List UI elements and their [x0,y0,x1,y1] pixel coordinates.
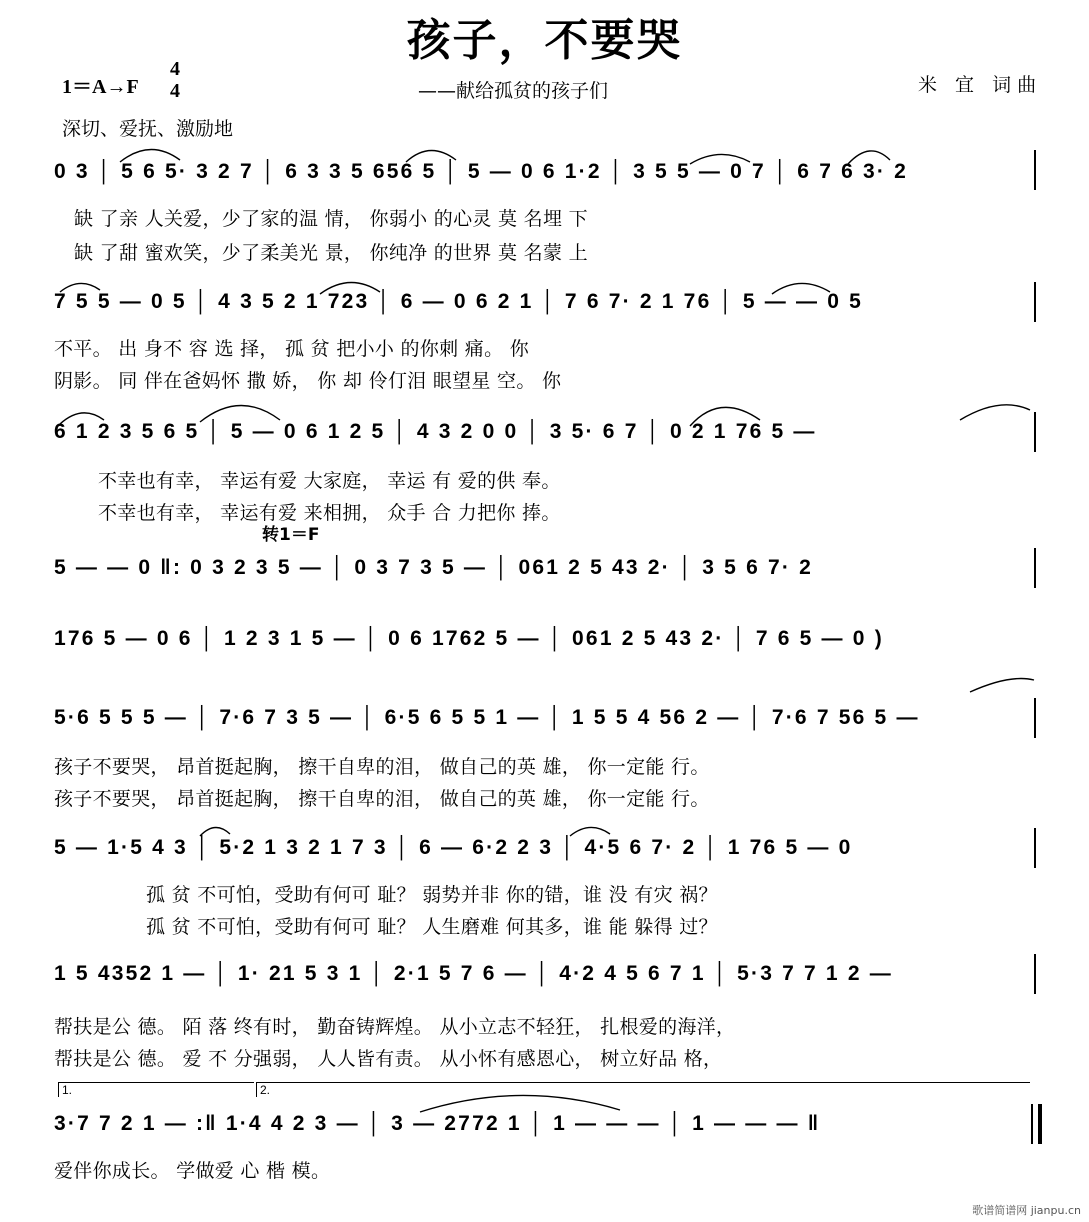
barline-end-7 [1034,828,1036,868]
notation-line-6: 5·6 5 5 5 — │ 7·6 7 3 5 — │ 6·5 6 5 5 1 — │ 1 5 5 4 56 2 — │ 7·6 7 56 5 — [54,706,920,729]
lyric-line-9: 爱伴你成长。 学做爱 心 楷 模。 [54,1160,331,1182]
time-signature [170,58,180,102]
notation-line-9: 3·7 7 2 1 — :‖ 1·4 4 2 3 — │ 3 — 2772 1 │ 1 — — — │ 1 — — — ‖ [54,1112,821,1135]
barline-end-8 [1034,954,1036,994]
notation-line-8: 1 5 4352 1 — │ 1· 21 5 3 1 │ 2·1 5 7 6 — │ 4·2 4 5 6 7 1 │ 5·3 7 7 1 2 — [54,962,893,985]
song-title: 孩子，不要哭 [406,15,683,66]
time-signature-top: 4 [170,58,180,80]
lyric-line-6b: 孩子不要哭， 昂首挺起胸， 擦干自卑的泪， 做自己的英 雄， 你一定能 行。 [54,788,710,810]
notation-line-2: 7 5 5 — 0 5 │ 4 3 5 2 1 723 │ 6 — 0 6 2 1 │ 7 6 7· 2 1 76 │ 5 — — 0 5 [54,290,864,313]
notation-line-5: 176 5 — 0 6 │ 1 2 3 1 5 — │ 0 6 1762 5 — │ 061 2 5 43 2· │ 7 6 5 — 0 ) [54,627,884,650]
notation-line-4: 5 — — 0 ‖: 0 3 2 3 5 — │ 0 3 7 3 5 — │ 061 2 5 43 2· │ 3 5 6 7· 2 [54,556,813,579]
lyric-line-7b: 孤 贫 不可怕，受助有何可 耻？ 人生磨难 何其多，谁 能 躲得 过？ [146,916,718,938]
volta-first-ending: 1. [58,1082,254,1097]
lyric-line-3a: 不幸也有幸， 幸运有爱 大家庭， 幸运 有 爱的供 奉。 [98,470,561,492]
final-barline-thin [1031,1104,1033,1144]
time-signature-bottom: 4 [170,80,180,102]
notation-line-3: 6 1 2 3 5 6 5 │ 5 — 0 6 1 2 5 │ 4 3 2 0 0 │ 3 5· 6 7 │ 0 2 1 76 5 — [54,420,817,443]
barline-end-3 [1034,412,1036,452]
subtitle: ——献给孤贫的孩子们 [418,80,609,102]
barline-end-1 [1034,150,1036,190]
key-signature: 1＝A→F [62,76,139,98]
lyric-line-1a: 缺 了亲 人关爱，少了家的温 情， 你弱小 的心灵 莫 名埋 下 [74,208,588,230]
lyric-line-7a: 孤 贫 不可怕，受助有何可 耻？ 弱势并非 你的错，谁 没 有灾 祸？ [146,884,718,906]
modulation-marking: 转1＝F [262,525,320,545]
lyric-line-8b: 帮扶是公 德。 爱 不 分强弱， 人人皆有责。 从小怀有感恩心， 树立好品 格， [54,1048,723,1070]
barline-end-6 [1034,698,1036,738]
final-barline [1038,1104,1042,1144]
tempo-marking: 深切、爱抚、激励地 [62,118,234,140]
notation-line-1: 0 3 │ 5 6 5· 3 2 7 │ 6 3 3 5 656 5 │ 5 — 0 6 1·2 │ 3 5 5 — 0 7 │ 6 7 6 3· 2 [54,160,909,183]
lyric-line-1b: 缺 了甜 蜜欢笑，少了柔美光 景， 你纯净 的世界 莫 名蒙 上 [74,242,588,264]
barline-end-4 [1034,548,1036,588]
watermark: 歌谱简谱网 jianpu.cn [972,1204,1081,1217]
barline-end-2 [1034,282,1036,322]
lyric-line-6a: 孩子不要哭， 昂首挺起胸， 擦干自卑的泪， 做自己的英 雄， 你一定能 行。 [54,756,710,778]
lyric-line-3b: 不幸也有幸， 幸运有爱 来相拥， 众手 合 力把你 捧。 [98,502,561,524]
volta-second-ending: 2. [256,1082,1030,1097]
lyric-line-2b: 阴影。 同 伴在爸妈怀 撒 娇， 你 却 伶仃泪 眼望星 空。 你 [54,370,562,392]
author-credit: 米 宜 词曲 [918,74,1043,96]
lyric-line-8a: 帮扶是公 德。 陌 落 终有时， 勤奋铸辉煌。 从小立志不轻狂， 扎根爱的海洋， [54,1016,736,1038]
lyric-line-2a: 不平。 出 身不 容 选 择， 孤 贫 把小小 的你刺 痛。 你 [54,338,530,360]
notation-line-7: 5 — 1·5 4 3 │ 5·2 1 3 2 1 7 3 │ 6 — 6·2 2 3 │ 4·5 6 7· 2 │ 1 76 5 — 0 [54,836,853,859]
